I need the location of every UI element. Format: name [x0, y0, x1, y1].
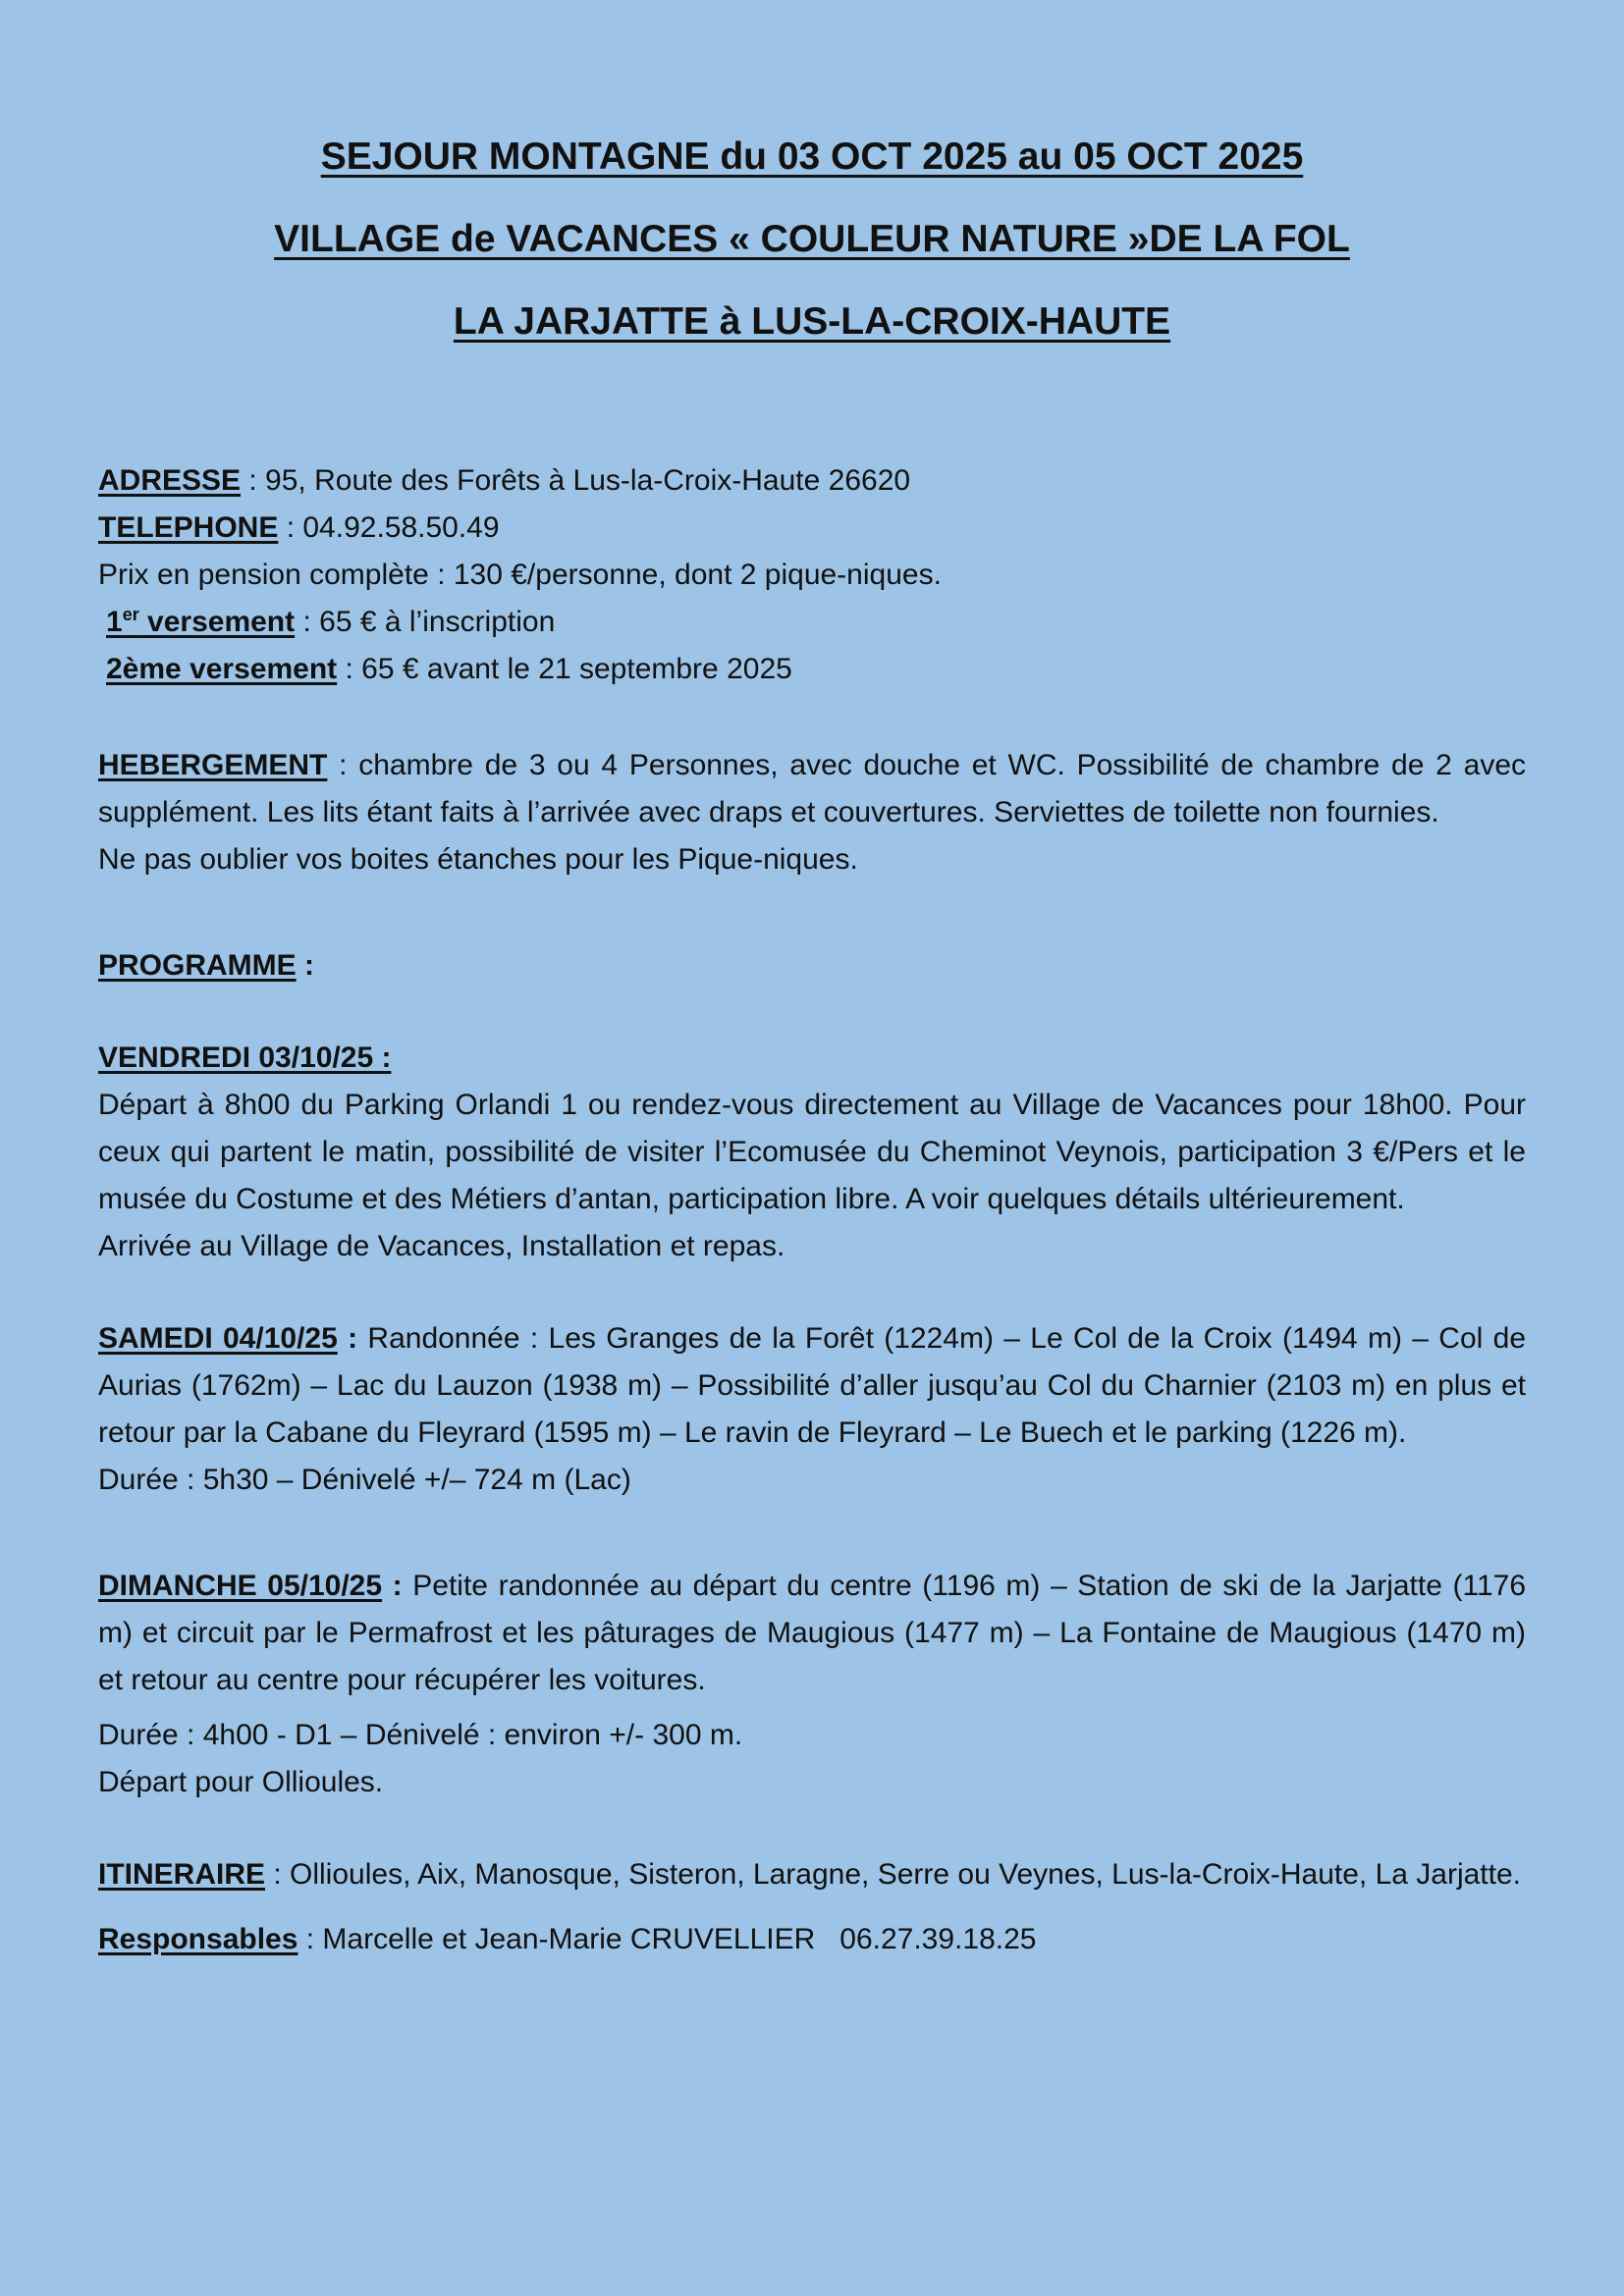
- hebergement-label: HEBERGEMENT: [98, 749, 328, 781]
- vendredi-heading: [98, 1035, 1526, 1082]
- title-block: [98, 116, 1526, 363]
- title-line-3: LA JARJATTE à LUS-LA-CROIX-HAUTE: [453, 300, 1171, 343]
- hebergement-section: [98, 742, 1526, 883]
- programme-heading-block: [98, 942, 1526, 989]
- hebergement-text: : chambre de 3 ou 4 Personnes, avec douche et WC. Possibilité de chambre de 2 avec supplément. Les lits étant faits à l’arrivée avec draps et couvertures. Serviettes de toilette non fournies.: [98, 749, 1526, 828]
- programme-heading: [98, 942, 1526, 989]
- vendredi-text: Départ à 8h00 du Parking Orlandi 1 ou rendez-vous directement au Village de Vacances pour 18h00. Pour ceux qui partent le matin, possibilité de visiter l’Ecomusée du Cheminot Veynois, participation 3 €/Pers et le musée du Costume et des Métiers d’antan, participation libre. A voir quelques détails ultérieurement.: [98, 1089, 1526, 1215]
- adresse-line: [98, 457, 1526, 505]
- samedi-text: Randonnée : Les Granges de la Forêt (1224m) – Le Col de la Croix (1494 m) – Col de Aurias (1762m) – Lac du Lauzon (1938 m) – Possibilité d’aller jusqu’au Col du Charnier (2103 m) en plus et retour par la Cabane du Fleyrard (1595 m) – Le ravin de Fleyrard – Le Buech et le parking (1226 m).: [98, 1322, 1527, 1449]
- dimanche-duree: Durée : 4h00 - D1 – Dénivelé : environ +/- 300 m.: [98, 1719, 743, 1751]
- versement-2-line: [98, 646, 1526, 693]
- versement-1-sup: er: [122, 605, 139, 624]
- versement-1-value: : 65 € à l’inscription: [295, 606, 556, 638]
- dimanche-depart: Départ pour Ollioules.: [98, 1766, 384, 1798]
- telephone-label: TELEPHONE: [98, 511, 279, 544]
- dimanche-section: [98, 1563, 1526, 1806]
- info-section: [98, 457, 1526, 693]
- itineraire-section: [98, 1851, 1526, 1898]
- versement-1-line: [98, 599, 1526, 646]
- responsables-section: [98, 1916, 1526, 1963]
- samedi-sep: :: [337, 1322, 358, 1355]
- responsables-line: [98, 1916, 1526, 1963]
- samedi-paragraph: [98, 1315, 1526, 1457]
- responsables-label: Responsables: [98, 1923, 298, 1955]
- versement-2-label: 2ème versement: [106, 653, 338, 685]
- versement-2-value: : 65 € avant le 21 septembre 2025: [337, 653, 792, 685]
- samedi-label: SAMEDI 04/10/25: [98, 1322, 338, 1355]
- itineraire-paragraph: [98, 1851, 1526, 1898]
- prix-line: Prix en pension complète : 130 €/personne, dont 2 pique-niques.: [98, 559, 942, 591]
- telephone-value: : 04.92.58.50.49: [278, 511, 500, 544]
- versement-1-word: versement: [138, 606, 296, 638]
- dimanche-sep: :: [382, 1570, 403, 1602]
- samedi-section: [98, 1315, 1526, 1504]
- vendredi-section: [98, 1035, 1526, 1270]
- hebergement-paragraph: [98, 742, 1526, 836]
- programme-label: PROGRAMME: [98, 949, 297, 982]
- title-line-1: SEJOUR MONTAGNE du 03 OCT 2025 au 05 OCT 2025: [320, 135, 1304, 178]
- itineraire-label: ITINERAIRE: [98, 1858, 266, 1891]
- itineraire-text: : Ollioules, Aix, Manosque, Sisteron, Laragne, Serre ou Veynes, Lus-la-Croix-Haute, La Jarjatte.: [265, 1858, 1521, 1891]
- adresse-label: ADRESSE: [98, 464, 242, 497]
- hebergement-note: Ne pas oublier vos boites étanches pour les Pique-niques.: [98, 843, 858, 876]
- telephone-line: [98, 505, 1526, 552]
- adresse-value: : 95, Route des Forêts à Lus-la-Croix-Haute 26620: [241, 464, 911, 497]
- versement-1-num: 1: [106, 606, 123, 638]
- dimanche-label: DIMANCHE 05/10/25: [98, 1570, 383, 1602]
- title-line-2: VILLAGE de VACANCES « COULEUR NATURE »DE LA FOL: [274, 218, 1350, 260]
- samedi-duree: Durée : 5h30 – Dénivelé +/– 724 m (Lac): [98, 1464, 631, 1496]
- dimanche-paragraph: [98, 1563, 1526, 1704]
- vendredi-label: VENDREDI 03/10/25 :: [98, 1041, 392, 1074]
- dimanche-text: Petite randonnée au départ du centre (1196 m) – Station de ski de la Jarjatte (1176 m) et circuit par le Permafrost et les pâturages de Maugious (1477 m) – La Fontaine de Maugious (1470 m) et retour au centre pour récupérer les voitures.: [98, 1570, 1527, 1696]
- vendredi-arrivee: Arrivée au Village de Vacances, Installation et repas.: [98, 1230, 785, 1262]
- versement-1-label: [106, 606, 295, 638]
- responsables-text: : Marcelle et Jean-Marie CRUVELLIER 06.27.39.18.25: [298, 1923, 1037, 1955]
- programme-suffix: :: [296, 949, 314, 982]
